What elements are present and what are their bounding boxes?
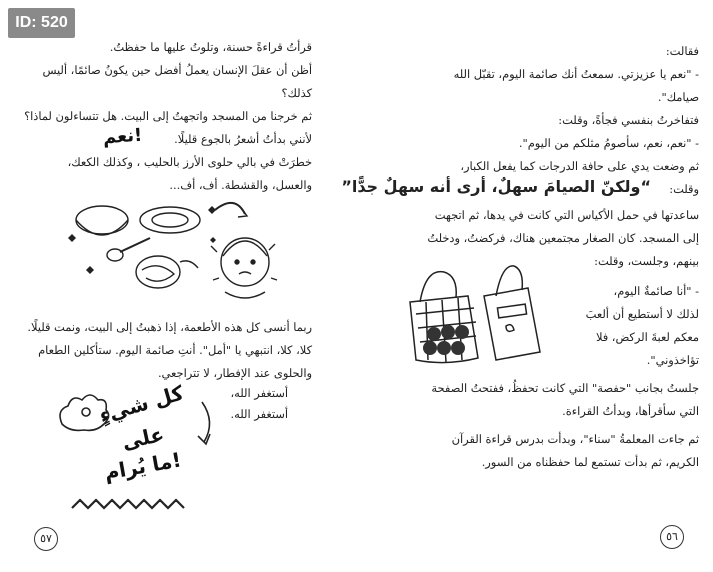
motto-line-1: كل شيءٍ bbox=[96, 380, 187, 428]
text-line: كلا، كلا، انتبهي يا "أمل". أنتِ صائمة اليوم. ستأكلين الطعام bbox=[38, 343, 312, 357]
text-line: والحلوى عند الإفطار، لا تتراجعي. bbox=[157, 366, 312, 380]
text-line: - "نعم، نعم، سأصومُ مثلكم من اليوم". bbox=[518, 136, 699, 150]
text-line: - "أنا صائمةٌ اليوم، bbox=[613, 284, 699, 298]
shopping-bags-illustration bbox=[396, 262, 546, 372]
text-line: كذلك؟ bbox=[281, 86, 312, 100]
text-line: صيامك". bbox=[657, 90, 699, 104]
text-line: ثم خرجنا من المسجد واتجهتُ إلى البيت. هل تتساءلون لماذا؟ bbox=[24, 109, 312, 123]
text-line: ثم جاءت المعلمةُ "سناء"، وبدأت بدرس قراءة القرآن bbox=[451, 432, 699, 446]
text-line: التي سأقرأها، وبدأتُ القراءة. bbox=[562, 404, 699, 418]
text-line: إلى المسجد. كان الصغار مجتمعين هناك، فركضتُ، ودخلتُ bbox=[427, 231, 699, 245]
text-line: الكريم، ثم بدأت تستمع لما حفظناه من السور. bbox=[481, 455, 699, 469]
text-line: جلستُ بجانب "حفصة" التي كانت تحفظُ، ففتحتُ الصفحة bbox=[431, 381, 699, 395]
motto-line-3: ما يُرام! bbox=[102, 447, 183, 485]
text-line: معكم لعبةَ الركض، فلا bbox=[595, 330, 699, 344]
said-prefix: وقلت: bbox=[669, 182, 699, 196]
right-page bbox=[341, 0, 713, 572]
image-id-badge: ID: 520 bbox=[8, 8, 75, 38]
okay-hand-and-squiggle-illustration bbox=[52, 392, 222, 522]
motto-line-2: على bbox=[119, 421, 167, 455]
text-line: والعسل، والقشطة. أف، أف... bbox=[169, 178, 312, 192]
text-line: ساعدتها في حمل الأكياس التي كانت في يدها، ثم اتجهت bbox=[434, 208, 699, 222]
text-line: تؤاخذوني". bbox=[646, 353, 699, 367]
text-line: - "نعم يا عزيزتي. سمعتُ أنك صائمة اليوم، تقبّل الله bbox=[453, 67, 699, 81]
text-line: فتفاخرتُ بنفسي فجأةً، وقلت: bbox=[558, 113, 699, 127]
bold-quote: “ولكنّ الصيامَ سهلٌ، أرى أنه سهلٌ جدًّا” bbox=[341, 177, 651, 196]
page-number: ٥٧ bbox=[34, 527, 58, 551]
text-line: أستغفر الله. bbox=[230, 407, 288, 421]
food-doodle-illustration bbox=[60, 190, 220, 300]
text-line: قرأتُ قراءةً حسنة، وتلوتُ عليها ما حفظتُ. bbox=[109, 40, 312, 54]
page-number: ٥٦ bbox=[660, 525, 684, 549]
text-line: بينهم، وجلست، وقلت: bbox=[594, 254, 699, 268]
text-line: فقالت: bbox=[665, 44, 699, 58]
text-line: خطرَتْ في بالي حلوى الأرز بالحليب ، وكذلك الكعك، bbox=[67, 155, 312, 169]
text-line: ثم وضعت يدي على حافة الدرجات كما يفعل الكبار، bbox=[460, 159, 699, 173]
text-line: لذلك لا أستطيع أن ألعبَ bbox=[585, 307, 699, 321]
text-line: أستغفر الله، bbox=[230, 386, 288, 400]
text-line: ربما أنسى كل هذه الأطعمة، إذا ذهبتُ إلى البيت، ونمت قليلًا. bbox=[27, 320, 312, 334]
left-page bbox=[0, 0, 356, 572]
yes-scribble-text: نعم! bbox=[102, 124, 143, 149]
text-line: لأنني بدأتُ أشعرُ بالجوع قليلًا. bbox=[174, 132, 312, 146]
hungry-girl-illustration bbox=[205, 196, 285, 306]
text-line: أظن أن عقلَ الإنسان يعملُ أفضل حين يكونُ صائمًا، أليس bbox=[42, 63, 312, 77]
